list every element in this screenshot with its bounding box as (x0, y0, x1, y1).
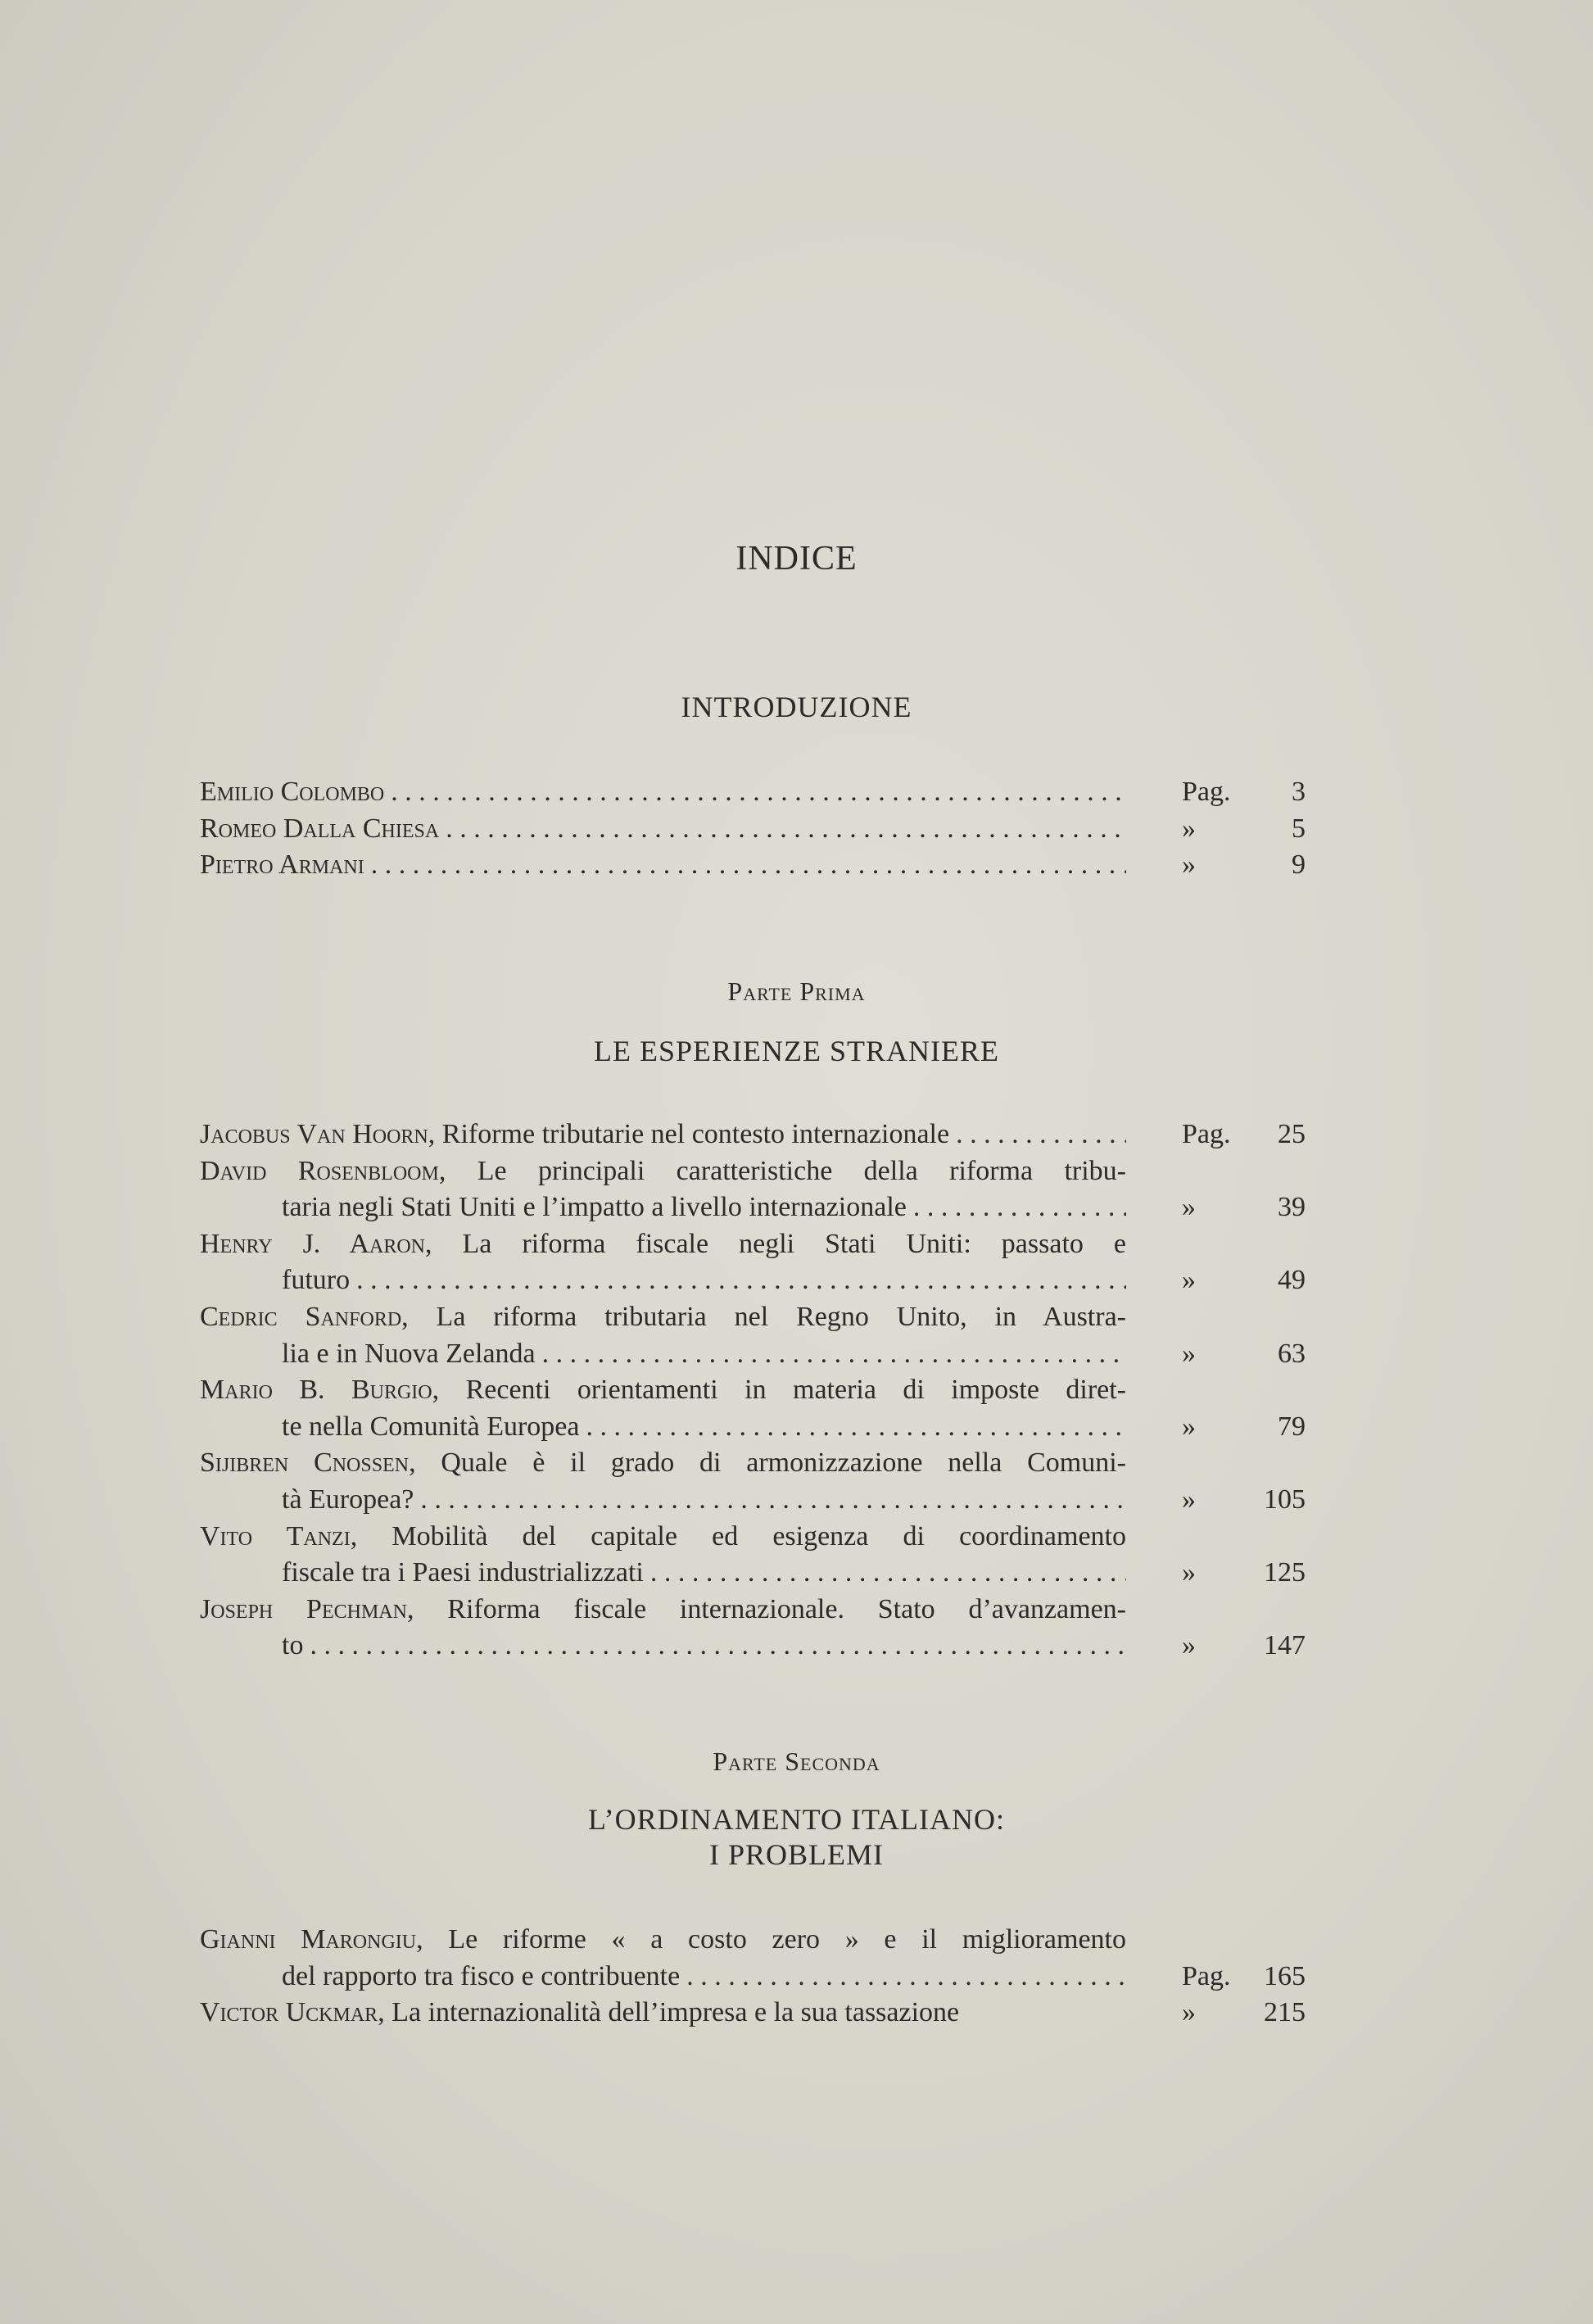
entry-text-wrap (200, 811, 439, 848)
entry-text (200, 1153, 1126, 1190)
entry-text (200, 1592, 1126, 1629)
section-heading-esperienze-straniere: LE ESPERIENZE STRANIERE (594, 1035, 999, 1067)
toc-line (200, 774, 1306, 811)
entry-title: , Mobilità del capitale ed esigenza di coordinamento (350, 1520, 1126, 1552)
page-number: 3 (1292, 777, 1306, 807)
entry-text (200, 1299, 1126, 1336)
toc-line (200, 1409, 1306, 1446)
entry-text (200, 1189, 1126, 1226)
toc-entry (200, 811, 1306, 848)
toc-entry (200, 1117, 1306, 1153)
page-title: INDICE (735, 540, 858, 578)
entry-title: to (282, 1630, 304, 1661)
entry-text (200, 1482, 1126, 1519)
entry-text (200, 1995, 1126, 2032)
page-number: 25 (1278, 1119, 1306, 1149)
entry-text (200, 1445, 1126, 1482)
entry-text (200, 1117, 1126, 1153)
toc-line (200, 1922, 1306, 1959)
entry-title: te nella Comunità Europea (282, 1411, 580, 1442)
page-ref (1126, 1189, 1306, 1226)
entry-text-wrap (282, 1959, 680, 1996)
entry-text (200, 774, 1126, 811)
page-prefix: » (1182, 1484, 1196, 1515)
toc-line (200, 1117, 1306, 1153)
toc-entry (200, 847, 1306, 884)
section-heading-ordinamento-line-2: I PROBLEMI (708, 1838, 884, 1871)
toc-entry (200, 774, 1306, 811)
toc-line (200, 1555, 1306, 1592)
page-prefix: » (1182, 813, 1196, 844)
leader-dots (542, 1336, 1126, 1373)
page-number: 49 (1278, 1265, 1306, 1296)
leader-dots (356, 1262, 1126, 1299)
entry-title: , Riforma fiscale internazionale. Stato d’avanzamen- (406, 1593, 1126, 1624)
author-name: Jacobus Van Hoorn (200, 1119, 428, 1149)
author-name: Victor Uckmar (200, 1997, 378, 2028)
toc-entry (200, 1922, 1306, 1995)
entry-text (200, 1959, 1126, 1996)
leader-dots (913, 1189, 1126, 1226)
leader-dots (586, 1409, 1127, 1446)
entry-text-wrap (282, 1189, 907, 1226)
entry-title: , La riforma fiscale negli Stati Uniti: passato e (425, 1228, 1126, 1259)
entry-title: , La internazionalità dell’impresa e la sua tassazione (378, 1997, 960, 2028)
leader-dots (391, 774, 1126, 811)
page-prefix: Pag. (1182, 1119, 1231, 1149)
page-ref (1126, 1555, 1306, 1592)
leader-dots (446, 811, 1126, 848)
toc-line (200, 1336, 1306, 1373)
leader-dots (310, 1628, 1126, 1665)
toc-entry (200, 1995, 1306, 2032)
entry-text-wrap (282, 1409, 580, 1446)
section-heading-ordinamento-line-1: L’ORDINAMENTO ITALIANO: (587, 1803, 1006, 1836)
page-ref (1126, 1409, 1306, 1446)
page-prefix: » (1182, 1997, 1196, 2028)
toc-line (200, 1445, 1306, 1482)
page-prefix: » (1182, 1192, 1196, 1223)
author-name: Joseph Pechman (200, 1593, 407, 1624)
entry-title: del rapporto tra fisco e contribuente (282, 1960, 681, 1991)
entry-text-wrap (200, 847, 364, 884)
page-ref (1126, 1336, 1306, 1373)
page-number: 63 (1278, 1338, 1306, 1369)
author-name: Sijibren Cnossen (200, 1447, 410, 1479)
toc-line (200, 1299, 1306, 1336)
toc-entry (200, 1372, 1306, 1445)
author-name: Romeo Dalla Chiesa (200, 813, 440, 844)
section-heading-introduzione: INTRODUZIONE (681, 691, 912, 723)
entry-text (200, 1372, 1126, 1409)
page-ref (1126, 774, 1306, 811)
page-ref (1126, 1628, 1306, 1665)
entry-text-wrap (282, 1482, 414, 1519)
author-name: Gianni Marongiu (200, 1924, 417, 1955)
toc-line (200, 1226, 1306, 1263)
toc-line (200, 1372, 1306, 1409)
page-prefix: » (1182, 849, 1196, 881)
page-ref (1126, 847, 1306, 884)
leader-dots (420, 1482, 1126, 1519)
page-prefix: » (1182, 1265, 1196, 1296)
toc-line (200, 1189, 1306, 1226)
toc-line (200, 1592, 1306, 1629)
toc-line (200, 1482, 1306, 1519)
page-ref (1126, 1959, 1306, 1996)
entry-text (200, 1519, 1126, 1556)
page-number: 79 (1278, 1411, 1306, 1442)
entry-text-wrap (282, 1336, 536, 1373)
author-name: Vito Tanzi (200, 1520, 351, 1552)
entry-title: , Riforme tributarie nel contesto internazionale (428, 1119, 950, 1149)
toc-line (200, 1519, 1306, 1556)
toc-line (200, 1995, 1306, 2032)
entry-text (200, 1262, 1126, 1299)
author-name: Henry J. Aaron (200, 1228, 426, 1259)
toc-parte-prima (200, 1117, 1306, 1665)
page-prefix: » (1182, 1338, 1196, 1369)
author-name: Mario B. Burgio (200, 1375, 432, 1406)
toc-line (200, 1628, 1306, 1665)
entry-title: lia e in Nuova Zelanda (282, 1338, 536, 1369)
page-ref (1126, 811, 1306, 848)
page-ref (1126, 1117, 1306, 1153)
part-label-seconda: Parte Seconda (713, 1746, 880, 1776)
page-prefix: » (1182, 1630, 1196, 1661)
entry-title: , Le principali caratteristiche della riforma tribu- (438, 1155, 1126, 1186)
entry-title: tà Europea? (282, 1484, 414, 1515)
page-ref (1126, 1482, 1306, 1519)
page-prefix: » (1182, 1411, 1196, 1442)
toc-line (200, 847, 1306, 884)
entry-text-wrap (200, 1117, 949, 1153)
entry-title: , La riforma tributaria nel Regno Unito, in Austra- (401, 1301, 1126, 1332)
entry-title: , Recenti orientamenti in materia di imposte diret- (432, 1375, 1126, 1406)
entry-text (200, 1555, 1126, 1592)
leader-dots (956, 1117, 1126, 1153)
entry-title: , Le riforme « a costo zero » e il miglioramento (416, 1924, 1126, 1955)
leader-dots (650, 1555, 1126, 1592)
entry-title: fiscale tra i Paesi industrializzati (282, 1557, 644, 1588)
entry-title: , Quale è il grado di armonizzazione nella Comuni- (409, 1447, 1126, 1479)
part-label-prima: Parte Prima (727, 976, 866, 1006)
page-number: 39 (1278, 1192, 1306, 1223)
entry-title: futuro (282, 1265, 351, 1296)
toc-entry (200, 1592, 1306, 1665)
entry-title: taria negli Stati Uniti e l’impatto a livello internazionale (282, 1192, 907, 1223)
toc-entry (200, 1519, 1306, 1592)
entry-text-wrap (200, 774, 384, 811)
page-prefix: Pag. (1182, 777, 1231, 807)
page-number: 165 (1264, 1960, 1306, 1991)
toc-entry (200, 1153, 1306, 1226)
entry-text-wrap (282, 1262, 350, 1299)
page-ref (1126, 1262, 1306, 1299)
entry-text (200, 1226, 1126, 1263)
page-number: 215 (1264, 1997, 1306, 2028)
toc-line (200, 1262, 1306, 1299)
page-number: 5 (1292, 813, 1306, 844)
entry-text-wrap (200, 1995, 959, 2032)
toc-parte-seconda (200, 1922, 1306, 2032)
page-number: 9 (1292, 849, 1306, 881)
entry-text (200, 1922, 1126, 1959)
toc-line (200, 811, 1306, 848)
entry-text (200, 847, 1126, 884)
author-name: Pietro Armani (200, 849, 364, 881)
author-name: David Rosenbloom (200, 1155, 439, 1186)
entry-text-wrap (282, 1555, 644, 1592)
toc-entry (200, 1299, 1306, 1372)
toc-entry (200, 1226, 1306, 1299)
toc-introduzione (200, 774, 1306, 884)
toc-line (200, 1959, 1306, 1996)
entry-text (200, 811, 1126, 848)
leader-dots (371, 847, 1126, 884)
entry-text-wrap (282, 1628, 303, 1665)
page-number: 105 (1264, 1484, 1306, 1515)
page-prefix: Pag. (1182, 1960, 1231, 1991)
entry-text (200, 1409, 1126, 1446)
entry-text (200, 1336, 1126, 1373)
page-number: 125 (1264, 1557, 1306, 1588)
author-name: Cedric Sanford (200, 1301, 402, 1332)
page-prefix: » (1182, 1557, 1196, 1588)
author-name: Emilio Colombo (200, 777, 385, 807)
leader-dots (686, 1959, 1126, 1996)
toc-entry (200, 1445, 1306, 1518)
toc-line (200, 1153, 1306, 1190)
page-ref (1126, 1995, 1306, 2032)
entry-text (200, 1628, 1126, 1665)
page-number: 147 (1264, 1630, 1306, 1661)
